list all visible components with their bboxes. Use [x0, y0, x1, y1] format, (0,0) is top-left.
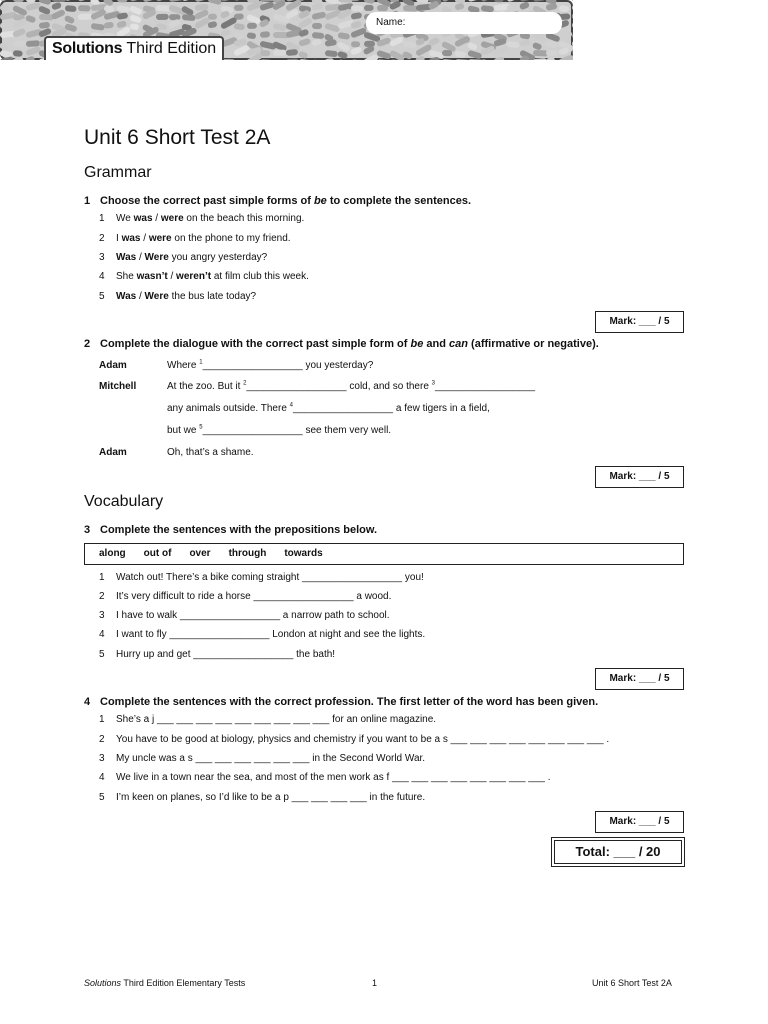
item-text: She’s a j ___ ___ ___ ___ ___ ___ ___ ___ ___ for an online magazine. [116, 714, 437, 725]
word-option: over [189, 548, 211, 559]
section-grammar: Grammar [84, 164, 152, 181]
word-option: through [228, 548, 267, 559]
dialogue-line: but we $^5$__________________ see them very well. [167, 424, 392, 436]
item-number: 2 [99, 233, 105, 244]
q4-mark[interactable]: Mark: ___ / 5 [595, 811, 684, 833]
q4-instruction: 4 Complete the sentences with the correct profession. The first letter of the word has been given. [84, 696, 599, 708]
q3-item [99, 610, 390, 621]
word-box [84, 543, 684, 565]
item-text: It’s very difficult to ride a horse __________________ a wood. [116, 591, 392, 602]
q2-mark[interactable]: Mark: ___ / 5 [595, 466, 684, 488]
q3-item [99, 629, 425, 640]
item-number: 1 [99, 572, 105, 583]
item-text: I want to fly __________________ London at night and see the lights. [116, 629, 426, 640]
footer-left: Solutions Third Edition Elementary Tests [84, 978, 246, 988]
item-text: My uncle was a s ___ ___ ___ ___ ___ ___ in the Second World War. [116, 753, 426, 764]
word-option: out of [143, 548, 172, 559]
q1-item: 1 We was / were on the beach this morning. [99, 213, 305, 224]
speaker-adam: Adam [99, 360, 127, 371]
q3-item [99, 572, 424, 583]
item-number: 5 [99, 649, 105, 660]
name-field[interactable] [366, 12, 562, 34]
item-text: Watch out! There’s a bike coming straight __________________ you! [116, 572, 424, 583]
q4-item [99, 792, 425, 803]
dialogue-line: Where $^1$__________________ you yesterday? [167, 359, 374, 371]
item-text: Hurry up and get __________________ the bath! [116, 649, 336, 660]
item-number: 3 [99, 610, 105, 621]
item-text: You have to be good at biology, physics and chemistry if you want to be a s ___ ___ ___ ___ ___ ___ ___ ___ . [116, 734, 610, 745]
name-label: Name: [376, 17, 406, 28]
q1-mark[interactable]: Mark: ___ / 5 [595, 311, 684, 333]
item-number: 2 [99, 734, 105, 745]
word-option: along [99, 548, 126, 559]
footer-right: Unit 6 Short Test 2A [592, 978, 672, 988]
item-number: 4 [99, 271, 105, 282]
dialogue-line: At the zoo. But it $^2$__________________ cold, and so there $^3$__________________ [167, 380, 536, 392]
footer-page-number: 1 [372, 978, 378, 988]
q3-instruction: 3 Complete the sentences with the prepositions below. [84, 524, 378, 536]
item-number: 3 [99, 753, 105, 764]
q1-item: 2 I was / were on the phone to my friend. [99, 233, 291, 244]
item-number: 5 [99, 792, 105, 803]
item-number: 1 [99, 714, 105, 725]
header-banner [0, 0, 573, 60]
item-number: 4 [99, 629, 105, 640]
item-number: 2 [99, 591, 105, 602]
q2-instruction: 2 Complete the dialogue with the correct past simple form of be and can (affirmative or negative). [84, 338, 599, 350]
q3-mark[interactable]: Mark: ___ / 5 [595, 668, 684, 690]
item-text: I have to walk __________________ a narrow path to school. [116, 610, 390, 621]
dialogue-line: Oh, that’s a shame. [167, 447, 254, 458]
item-text: I’m keen on planes, so I’d like to be a p ___ ___ ___ ___ in the future. [116, 792, 426, 803]
word-option: towards [284, 548, 323, 559]
q1-item: 5 Was / Were the bus late today? [99, 291, 257, 302]
q3-item [99, 591, 391, 602]
item-number: 3 [99, 252, 105, 263]
speaker-mitchell: Mitchell [99, 381, 137, 392]
q3-item [99, 649, 335, 660]
item-number: 1 [99, 213, 105, 224]
q1-instruction: 1 Choose the correct past simple forms of be to complete the sentences. [84, 195, 472, 207]
item-number: 5 [99, 291, 105, 302]
q1-item: 3 Was / Were you angry yesterday? [99, 252, 268, 263]
speaker-adam: Adam [99, 447, 127, 458]
total-label: Total: ___ / 20 [554, 840, 682, 864]
item-number: 4 [99, 772, 105, 783]
q4-item [99, 714, 436, 725]
q4-item [99, 753, 425, 764]
brand-logo: Solutions Third Edition [44, 36, 224, 60]
dialogue-line: any animals outside. There $^4$__________________ a few tigers in a field, [167, 402, 490, 414]
q4-item [99, 734, 609, 745]
item-text: We live in a town near the sea, and most of the men work as f ___ ___ ___ ___ ___ ___ ___ ___ . [116, 772, 551, 783]
section-vocabulary: Vocabulary [84, 493, 164, 510]
total-score[interactable] [551, 837, 685, 867]
q1-item: 4 She wasn’t / weren’t at film club this week. [99, 271, 309, 282]
q4-item [99, 772, 551, 783]
page-title: Unit 6 Short Test 2A [84, 126, 271, 149]
